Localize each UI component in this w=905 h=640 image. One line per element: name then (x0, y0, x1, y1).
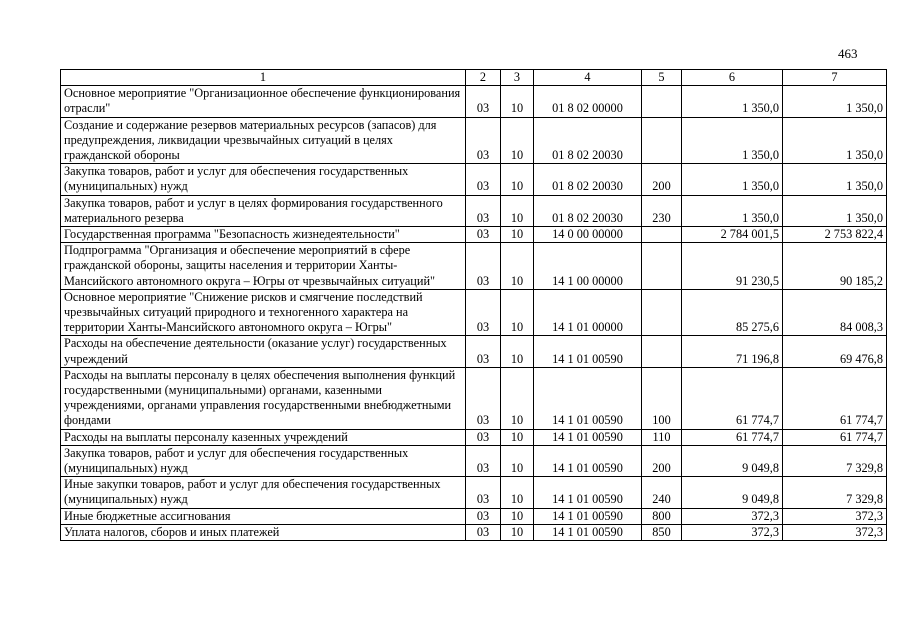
row-subsection-code: 10 (501, 164, 534, 195)
row-name: Закупка товаров, работ и услуг для обеспечения государственных (муниципальных) нужд (61, 164, 466, 195)
row-amount-year-1: 372,3 (682, 508, 783, 524)
table-row (61, 508, 887, 524)
table-row (61, 86, 887, 117)
table-row (61, 164, 887, 195)
table-row (61, 227, 887, 243)
row-target-article-code: 01 8 02 00000 (534, 86, 642, 117)
row-target-article-code: 14 1 01 00590 (534, 367, 642, 429)
column-header: 5 (642, 70, 682, 86)
column-header: 6 (682, 70, 783, 86)
row-name: Подпрограмма "Организация и обеспечение мероприятий в сфере гражданской обороны, защиты населения и территории Ханты-Мансийского автономного округа – Югры от чрезвычайных ситуаций" (61, 243, 466, 290)
row-subsection-code: 10 (501, 86, 534, 117)
row-name: Создание и содержание резервов материальных ресурсов (запасов) для предупреждения, ликвидации чрезвычайных ситуаций в целях гражданской обороны (61, 117, 466, 164)
row-target-article-code: 14 0 00 00000 (534, 227, 642, 243)
row-expense-type-code (642, 336, 682, 367)
row-target-article-code: 01 8 02 20030 (534, 117, 642, 164)
row-subsection-code: 10 (501, 243, 534, 290)
row-name: Расходы на выплаты персоналу в целях обеспечения выполнения функций государственными (муниципальными) органами, казенными учреждениями, органами управления государственными внебюджетными фондами (61, 367, 466, 429)
row-section-code: 03 (466, 477, 501, 508)
row-amount-year-2: 372,3 (783, 524, 887, 540)
row-target-article-code: 14 1 01 00590 (534, 445, 642, 476)
row-expense-type-code: 800 (642, 508, 682, 524)
row-expense-type-code (642, 227, 682, 243)
budget-table (60, 69, 887, 541)
row-target-article-code: 14 1 01 00590 (534, 508, 642, 524)
row-section-code: 03 (466, 524, 501, 540)
row-amount-year-2: 7 329,8 (783, 477, 887, 508)
row-amount-year-2: 1 350,0 (783, 195, 887, 226)
row-amount-year-2: 90 185,2 (783, 243, 887, 290)
row-subsection-code: 10 (501, 477, 534, 508)
row-amount-year-2: 7 329,8 (783, 445, 887, 476)
row-name: Закупка товаров, работ и услуг для обеспечения государственных (муниципальных) нужд (61, 445, 466, 476)
row-subsection-code: 10 (501, 445, 534, 476)
row-name: Уплата налогов, сборов и иных платежей (61, 524, 466, 540)
row-amount-year-1: 1 350,0 (682, 164, 783, 195)
row-section-code: 03 (466, 164, 501, 195)
row-amount-year-2: 61 774,7 (783, 367, 887, 429)
row-expense-type-code: 200 (642, 445, 682, 476)
column-header: 1 (61, 70, 466, 86)
row-amount-year-1: 71 196,8 (682, 336, 783, 367)
row-section-code: 03 (466, 289, 501, 336)
row-amount-year-2: 1 350,0 (783, 164, 887, 195)
row-name: Иные бюджетные ассигнования (61, 508, 466, 524)
row-amount-year-1: 9 049,8 (682, 477, 783, 508)
row-target-article-code: 01 8 02 20030 (534, 195, 642, 226)
row-section-code: 03 (466, 445, 501, 476)
row-section-code: 03 (466, 336, 501, 367)
row-expense-type-code (642, 117, 682, 164)
row-subsection-code: 10 (501, 117, 534, 164)
row-target-article-code: 14 1 01 00590 (534, 477, 642, 508)
row-target-article-code: 14 1 00 00000 (534, 243, 642, 290)
row-amount-year-1: 1 350,0 (682, 117, 783, 164)
row-name: Основное мероприятие "Организационное обеспечение функционирования отрасли" (61, 86, 466, 117)
row-target-article-code: 14 1 01 00590 (534, 524, 642, 540)
row-subsection-code: 10 (501, 429, 534, 445)
row-expense-type-code: 240 (642, 477, 682, 508)
table-row (61, 289, 887, 336)
row-amount-year-1: 1 350,0 (682, 195, 783, 226)
row-expense-type-code (642, 243, 682, 290)
row-expense-type-code: 850 (642, 524, 682, 540)
row-expense-type-code: 100 (642, 367, 682, 429)
table-row (61, 524, 887, 540)
row-section-code: 03 (466, 508, 501, 524)
row-amount-year-1: 9 049,8 (682, 445, 783, 476)
row-section-code: 03 (466, 117, 501, 164)
table-row (61, 243, 887, 290)
row-target-article-code: 14 1 01 00000 (534, 289, 642, 336)
row-target-article-code: 14 1 01 00590 (534, 336, 642, 367)
table-row (61, 429, 887, 445)
row-name: Иные закупки товаров, работ и услуг для обеспечения государственных (муниципальных) нужд (61, 477, 466, 508)
row-amount-year-1: 2 784 001,5 (682, 227, 783, 243)
row-amount-year-2: 61 774,7 (783, 429, 887, 445)
row-name: Закупка товаров, работ и услуг в целях формирования государственного материального резерва (61, 195, 466, 226)
row-section-code: 03 (466, 243, 501, 290)
row-section-code: 03 (466, 429, 501, 445)
table-row (61, 336, 887, 367)
row-amount-year-1: 91 230,5 (682, 243, 783, 290)
table-body (61, 86, 887, 541)
header-row (61, 70, 887, 86)
table-row (61, 445, 887, 476)
row-subsection-code: 10 (501, 336, 534, 367)
row-subsection-code: 10 (501, 524, 534, 540)
row-name: Государственная программа "Безопасность жизнедеятельности" (61, 227, 466, 243)
row-amount-year-1: 61 774,7 (682, 367, 783, 429)
row-target-article-code: 14 1 01 00590 (534, 429, 642, 445)
row-target-article-code: 01 8 02 20030 (534, 164, 642, 195)
row-name: Расходы на обеспечение деятельности (оказание услуг) государственных учреждений (61, 336, 466, 367)
table-row (61, 477, 887, 508)
row-expense-type-code: 230 (642, 195, 682, 226)
row-amount-year-1: 85 275,6 (682, 289, 783, 336)
row-amount-year-2: 84 008,3 (783, 289, 887, 336)
row-amount-year-2: 1 350,0 (783, 117, 887, 164)
row-expense-type-code (642, 86, 682, 117)
row-section-code: 03 (466, 86, 501, 117)
row-subsection-code: 10 (501, 195, 534, 226)
row-expense-type-code: 110 (642, 429, 682, 445)
row-subsection-code: 10 (501, 227, 534, 243)
row-amount-year-2: 2 753 822,4 (783, 227, 887, 243)
row-expense-type-code (642, 289, 682, 336)
row-expense-type-code: 200 (642, 164, 682, 195)
row-amount-year-1: 372,3 (682, 524, 783, 540)
table-row (61, 195, 887, 226)
column-header: 7 (783, 70, 887, 86)
row-amount-year-2: 372,3 (783, 508, 887, 524)
row-name: Основное мероприятие "Снижение рисков и смягчение последствий чрезвычайных ситуаций природного и техногенного характера на территории Ханты-Мансийского автономного округа – Югры" (61, 289, 466, 336)
row-amount-year-1: 1 350,0 (682, 86, 783, 117)
row-section-code: 03 (466, 227, 501, 243)
row-amount-year-2: 1 350,0 (783, 86, 887, 117)
page-number: 463 (838, 46, 858, 61)
row-amount-year-1: 61 774,7 (682, 429, 783, 445)
row-subsection-code: 10 (501, 508, 534, 524)
row-name: Расходы на выплаты персоналу казенных учреждений (61, 429, 466, 445)
row-subsection-code: 10 (501, 289, 534, 336)
table-row (61, 367, 887, 429)
column-header: 3 (501, 70, 534, 86)
row-subsection-code: 10 (501, 367, 534, 429)
column-header: 4 (534, 70, 642, 86)
column-header: 2 (466, 70, 501, 86)
table-row (61, 117, 887, 164)
row-section-code: 03 (466, 195, 501, 226)
row-section-code: 03 (466, 367, 501, 429)
row-amount-year-2: 69 476,8 (783, 336, 887, 367)
